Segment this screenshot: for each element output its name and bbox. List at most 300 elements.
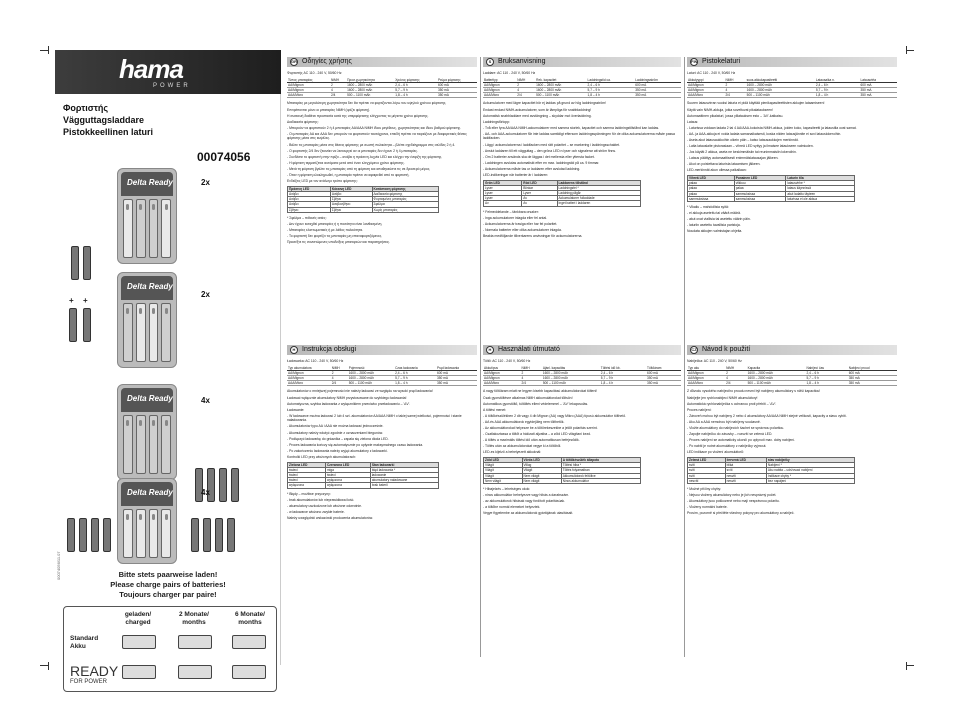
col-2-months-line1: 2 Monate/ [179,611,209,618]
led-cell: Inget batteri i laddaren [557,201,641,206]
spec-cell: 2/4 [516,93,535,98]
spec-cell: AA/Mignon [287,370,331,375]
spec-cell: AA/Mignon [483,82,516,87]
spec-cell: 500 – 1100 mAh [535,93,586,98]
led-cell: świeci [288,467,326,472]
spec-header-cell: NiMH [724,78,745,83]
spec-cell: 500 – 1100 mAh [542,381,600,386]
count-label: 4x [201,488,210,497]
instruction-text: LED-merkinnät akun ollessa paikallaan: [687,168,747,173]
col-charged-line1: geladen/ [124,611,152,618]
charger-cells [123,199,171,258]
instruction-text: LED indikace po vložení akumulátorů: [687,450,744,455]
charger-brand: Delta Ready [127,282,173,291]
led-cell: bliká [725,463,766,468]
instruction-text: Ładować wyłącznie akumulatory NiMH przystosowane do szybkiego ładowania! [287,395,407,400]
footnote-text: Vegye figyelembe az akkumulátorok gyártójának utasításait. [483,511,574,516]
supply-spec: Φορτιστής AC 110 - 240 V, 50/60 Hz [287,71,342,75]
led-cell: nesvítí [688,478,726,483]
panel-header [687,57,897,67]
spec-cell: 600 mA [848,370,897,375]
panel-hungarian [483,345,681,660]
led-cell: svítí [688,463,726,468]
footnote-text: * Σφάλμα – πιθανές αιτίες: [287,215,327,220]
crop-mark [40,665,48,666]
table-row [687,93,897,98]
plus-icon: + [83,296,88,305]
led-cell: Nem világít [522,478,561,483]
spec-cell: 4 [331,376,348,381]
supply-spec: Töltő: AC 110 - 240 V, 50/60 Hz [483,359,531,363]
cell [161,199,171,258]
spec-header-cell: NiMH [725,366,747,371]
battery-level-icon [122,665,156,679]
panel-title: Bruksanvisning [498,58,546,65]
led-table [483,457,641,484]
instruction-text: Z důvodu vysokého nabíjecího proudu nesmí být nabíjeny akumulátory s nižší kapacitou! [687,389,821,394]
spec-table [287,366,477,387]
instruction-text: - Akumulatory należy włożyć zgodnie z oznaczeniami biegunów. [287,430,383,435]
cell [123,509,133,558]
led-cell: Φορτισμένες μπαταρίες [372,197,438,202]
spec-cell: 350 mA [859,88,897,93]
spec-cell: 350 mA [437,88,477,93]
spec-header-cell: Rek. kapacitet [535,78,586,83]
crop-mark [40,50,48,51]
spec-cell: 350 mA [848,381,897,386]
spec-cell: 500 – 1100 mAh [746,93,815,98]
standard-sub: Akku [70,643,86,650]
spec-cell: 350 mA [634,93,681,98]
charger-head [121,276,173,300]
spec-cell: 350 mA [436,381,477,386]
cell [136,415,146,474]
spec-cell: 350 mA [634,88,681,93]
spec-cell: 2 [521,370,542,375]
panel-body [287,71,477,246]
spec-cell: 350 mA [437,93,477,98]
instruction-text: - Po zakończeniu ładowania należy wyjąć akumulatory z ładowarki. [287,448,388,453]
spec-cell: 1600 – 2800 mAh [535,82,586,87]
footnote-text: - az akkumulátorok hibásak vagy fordított polaritásúak. [483,499,565,504]
supply-spec: Nabíječka: AC 110 - 240 V, 50/60 Hz [687,359,742,363]
instruction-text: - Laturissa voidaan ladata 2 tai 4 AA/AAA-kokoista NiMH-akkua, joiden koko, kapasiteetti ja lataustila ovat samat. [687,125,857,130]
panel-title: Návod k použití [702,346,751,353]
spec-cell: 2 [330,82,346,87]
instruction-text: - Jos käytät 2 akkua, aseta ne keskimmäisiin tai reunimmaisiin lokeroihin. [687,150,797,155]
footnote-text: Προσέξτε τις συνιστώμενες υποδείξεις μπαταριών και παρατηρήσεις. [287,240,390,245]
cell [161,303,171,362]
note-fr: Toujours charger par paire! [119,590,217,599]
panel-body [483,71,681,240]
instruction-text: Käytä vain NiMH-akkuja, jotka soveltuvat pikalataukseen! [687,107,773,112]
language-badge: FIN [691,59,698,64]
battery-icon [83,246,91,280]
battery-level-icon [122,635,156,649]
panel-header [483,345,681,355]
battery-icon [191,518,199,552]
pair-charging-note [63,570,273,600]
count-label: 4x [201,396,210,405]
spec-cell: AA/Mignon [687,376,725,381]
spec-header-cell: Akkutípus [483,366,521,371]
note-en: Please charge pairs of batteries! [110,580,226,589]
battery-icon [103,518,111,552]
led-header-cell: Zöld LED [484,457,523,462]
col-6-months-line1: 6 Monate/ [235,611,265,618]
led-table [483,180,641,207]
instruction-text: Lataus: [687,119,699,124]
charger-head [121,482,173,506]
footnote-text: * Błędy – możliwe przyczyny: [287,491,331,496]
instruction-text: Proces nabíjení: [687,407,712,412]
spec-cell: 1600 – 2800 mAh [746,88,815,93]
charger-head [121,388,173,412]
spec-cell: 500 – 1100 mAh [747,381,806,386]
led-table [287,186,439,213]
crop-mark [906,665,914,666]
instruction-text: Nabíjejte jen rychlonabíjecí NiMH akumulátory! [687,395,758,400]
spec-cell: 1600 – 2800 mAh [346,88,394,93]
led-cell: świeci [325,472,370,477]
panel-title: Pistokelaturi [702,58,741,65]
table-row [484,478,641,483]
panel-title: Instrukcja obsługi [302,346,357,353]
table-row [688,196,855,201]
spec-cell: 4 [725,376,747,381]
spec-cell: 350 mA [859,93,897,98]
battery-icon [71,246,79,280]
led-cell: Lyser [484,196,522,201]
led-cell: palaa [688,181,735,186]
instruction-text: - Podłączyć ładowarkę do gniazdka – zapala się zielona dioda LED. [287,436,389,441]
spec-cell: 2/4 [521,381,542,386]
spec-header-cell: Prąd ładowania [436,366,477,371]
led-cell: Aku nabita – udržovací nabíjení [766,468,854,473]
instruction-text: - Όταν η φόρτιση ολοκληρωθεί, η μπαταρία πρέπει να αφαιρεθεί από το φορτιστή. [287,173,410,178]
table-row [288,207,439,212]
spec-header-cell: Χρόνος φόρτισης [394,78,437,83]
spec-cell: 2,4 – 6 h [587,82,635,87]
instruction-text: Csak gyorstöltésre alkalmas NiMH akkumulátorokat töltsön! [483,395,573,400]
instruction-text: - Po nabití je nutné akumulátory z nabíječky vyjmout. [687,444,767,449]
spec-header-cell: NiMH [521,366,542,371]
cell [136,199,146,258]
ready-sub-label: FOR POWER [70,679,107,685]
led-cell: Ανάβει [330,191,372,196]
led-header-cell: Laddarens tillstånd [557,180,641,185]
led-cell: laturissa ei ole akkua [786,196,855,201]
led-header-cell: červená LED [725,457,766,462]
spec-header-cell: Batterityp [483,78,516,83]
spec-cell: 1,8 – 4 h [600,381,646,386]
footnote-text: - nincs akkumulátor behelyezve vagy hibás a darabszám. [483,493,570,498]
spec-cell: AA/Mignon [483,376,521,381]
instruction-text: Επιτρέπονται μόνο οι μπαταρίες NiMH (ορίζει φόρτιση). [287,107,371,112]
instruction-text: - Lataus päättyy automaattisesti enimmäislatausajan jälkeen. [687,156,779,161]
instruction-text: LED-indikeringar när batterier är i laddaren: [483,173,549,178]
col-charged [116,611,160,627]
spec-header-cell: Τύπος μπαταρίας [287,78,330,83]
led-cell: Nabíjení * [766,463,854,468]
instruction-text: - W ładowarce można ładować 2 lub 4 szt. akumulatorów AA/AAA NiMH o takiej samej wielkości, pojemności i stanie naładowania. [287,413,462,423]
led-cell: nesvítí [725,473,766,478]
spec-cell: 350 mA [646,376,681,381]
led-cell: ładowanie [370,472,438,477]
charger-brand: Delta Ready [127,394,173,403]
instruction-text: A nagy töltőáram miatt ne legyen kisebb kapacitású akkumulátorokat tölteni! [483,389,598,394]
spec-header-cell: Typ akumulatora [287,366,331,371]
led-cell: palaa [688,191,735,196]
led-cell: latausvirhe * [786,181,855,186]
spec-cell: 1600 – 2800 mAh [348,376,394,381]
instruction-text: - Laita latauslaite pistorasiaan – vihreä LED syttyy ja ilmaisee lataukseen valmiuden. [687,144,814,149]
spec-cell: 2 [725,370,747,375]
charger-brand: Delta Ready [127,488,173,497]
instruction-text: - Η φόρτιση τερματίζεται αυτόματα μετά από έναν ελεγχόμενο χρόνο φόρτισης. [287,160,405,165]
spec-cell: 1600 – 2800 mAh [346,82,394,87]
spec-cell: 2,4 – 6 h [805,370,847,375]
battery-icon [219,468,227,502]
spec-cell: 1,8 – 4 h [394,381,436,386]
table-row [483,93,681,98]
cell [161,415,171,474]
battery-icon [83,308,91,342]
col-2-months-line2: months [182,619,206,626]
footnote-text: - Δεν έχουν εισαχθεί μπαταρίες ή η ποσότητα είναι λανθασμένη. [287,221,383,226]
led-cell: Lyser [522,191,557,196]
led-cell: Αναβοσβήνει [330,202,372,207]
footnote-text: Prosím, pozorně si přečtěte všechny pokyny pro akumulátory a nabíječ. [687,511,795,516]
standard-label [70,635,98,651]
spec-cell: 500 – 1100 mAh [346,93,394,98]
led-table [287,462,439,489]
spec-cell: 1600 – 2800 mAh [746,82,815,87]
crop-mark [48,662,49,670]
spec-table [483,78,681,99]
cell [149,509,159,558]
led-header-cell: Laturin tila [786,176,855,181]
footnote-text: * Felmeddelande – tänkbara orsaker: [483,209,539,214]
spec-header-cell: Laddningsström [634,78,681,83]
spec-header-cell: Czas ładowania [394,366,436,371]
led-cell: Laddning pågår [557,191,641,196]
instruction-text: - AA- och AAA-ackumulatorer får inte laddas samtidigt eftersom laddningsspänningen för de olika ackumulatorerna måste passa laddfacken. [483,131,675,141]
spec-header-cell: Töltőáram [646,366,681,371]
spec-header-cell: NiMH [516,78,535,83]
table-row [287,381,477,386]
instruction-text: - Συνδέστε το φορτιστή στην πρίζα – ανάβει η πράσινη λυχνία LED και ελέγχει την έναρξη της φόρτισης. [287,154,443,159]
led-cell: świeci [288,478,326,483]
instruction-text: - Lägg i ackumulatorerna i laddfacken med rätt polaritet – se markering i laddningsschaktet. [483,142,621,147]
panel-body [483,359,681,517]
spec-header-cell: Töltési idő kb. [600,366,646,371]
instruction-text: - Aku AA a AAA nemohou být nabíjeny současně. [687,419,761,424]
language-badge: CZ [691,347,697,352]
spec-cell: 1600 – 2800 mAh [747,376,806,381]
spec-cell: 5,7 – 9 h [600,376,646,381]
instruction-text: Kontrolki LED przy włożonych akumulatorach: [287,454,356,459]
spec-header-cell: Typ aku [687,366,725,371]
hama-logo: hama [119,54,183,84]
spec-cell: AAA/Micro [687,381,725,386]
spec-header-cell: Akkutyyppi [687,78,724,83]
led-cell: Σβήνει [288,207,331,212]
battery-icon [91,518,99,552]
led-cell: Blinkar [522,185,557,190]
led-cell: Σβήνει [330,207,372,212]
cell [149,303,159,362]
charger-illustration [117,272,177,368]
battery-level-icon [232,635,266,649]
panel-header [483,57,681,67]
spec-cell: 2 [331,370,348,375]
spec-cell: AAA/Micro [287,381,331,386]
instruction-text: - Μπορούν να φορτιστούν 2 ή 4 μπαταρίες AA/AAA NiMH ίδιου μεγέθους, χωρητικότητας και ίδιου βαθμού φόρτισης. [287,125,462,130]
panel-header [687,345,897,355]
led-cell: Töltési hiba * [561,463,641,468]
led-header-cell: Stan ładowarki [370,462,438,467]
spec-cell: 5,7 – 9 h [394,376,436,381]
led-cell: Ανάβει [288,191,331,196]
ready-label: READY [70,663,119,679]
panel-czech [687,345,897,660]
led-header-cell: Vihreä LED [688,176,735,181]
panel-greek [287,57,477,340]
spec-cell: AA/Mignon [287,88,330,93]
footnote-text: - brak akumulatorów lub nieprawidłowa ilość. [287,497,355,502]
panel-body [287,359,477,522]
instruction-text: - AA- ja AAA-akkuja ei voida ladata samanaikaisesti, koska niiden latausjännite ei sovi latauslokeroihin. [687,131,842,136]
spec-cell: 4 [521,376,542,381]
spec-cell: 500 – 1100 mAh [348,381,394,386]
instruction-text: - Βάλτε τις μπαταρίες μέσα στις θέσεις φόρτισης με σωστή πολικότητα – βλέπε σχεδιάγραμμα στις σελίδες 2 ή 4. [287,142,456,147]
led-cell: lataus käynnissä [786,186,855,191]
spec-cell: AA/Mignon [287,82,330,87]
led-cell: miga [325,467,370,472]
instruction-text: Automaattinen pikalaturi, jossa ylilatauksen esto – 'ΔV'-katkaisu. [687,113,784,118]
spec-cell: 1,8 – 4 h [587,93,635,98]
spec-table [687,366,897,387]
instruction-text: - Οι μπαταρίες AA και AAA δεν μπορούν να φορτιστούν ταυτόχρονα, επειδή πρέπει να ταιριάζουν με διαφορετικές θέσεις φόρτισης μέσα στις κυψέλες. [287,131,467,141]
spec-cell: 1,8 – 4 h [815,93,860,98]
led-cell: nesvítí [725,478,766,483]
spec-cell: 1600 – 2800 mAh [542,370,600,375]
crop-mark [906,662,907,670]
led-cell: Nincs akkumulátor [561,478,641,483]
spec-table [483,366,681,387]
spec-cell: 4 [724,88,745,93]
supply-spec: Laturi: AC 110 - 240 V, 50/60 Hz [687,71,736,75]
spec-cell: 2,4 – 6 h [815,82,860,87]
spec-header-cell: Laddningstid ca. [587,78,635,83]
spec-cell: 1,8 – 4 h [805,381,847,386]
spec-cell: 2 [724,82,745,87]
spec-cell: 2 [516,82,535,87]
instruction-text: Akumulatorów o mniejszej pojemności nie należy ładować ze względu na wysoki prąd ładowania! [287,389,433,394]
instruction-text: - Vložte akumulátory do nabíjecích šachet se správnou polaritou. [687,425,785,430]
led-cell: sammuksissa [734,196,786,201]
spec-cell: 1600 – 2800 mAh [542,376,600,381]
led-cell: bez napájení [766,478,854,483]
led-cell: Σβήνει [330,197,372,202]
title-se: Vägguttagsladdare [63,115,145,125]
charger-brand: Delta Ready [127,178,173,187]
cell [149,199,159,258]
model-number: 00074056 [197,150,251,164]
spec-header-cell: Ρεύμα φόρτισης [437,78,477,83]
instruction-text: - A töltőkészülékben 2 db vagy 4 db Mignon (AA) vagy Mikro (AAA) típusú akkumulátor tölthető. [483,413,627,418]
spec-cell: 350 mA [436,376,477,381]
spec-header-cell: Προσ.χωρητικότητα [346,78,394,83]
spec-header-cell: suos.akkukapasiteetti [746,78,815,83]
instruction-text: LED-es kijelző a behelyezett akkuknál: [483,450,542,455]
led-header-cell: Czerwona LED [325,462,370,467]
spec-cell: 4 [516,88,535,93]
spec-header-cell: Ajánl. kapacitás [542,366,600,371]
charger-cells [123,509,171,558]
spec-cell: 350 mA [848,376,897,381]
led-header-cell: Πράσινη LED [288,186,331,191]
print-code: 00074056/11.07 [56,551,61,580]
led-cell: świeci [288,472,326,477]
instruction-text: - Zapojte nabíječku do zásuvky – rozsvítí se zelená LED. [687,432,773,437]
panel-finnish [687,57,897,340]
instruction-text: - Akumulatorów typu AA i AAA nie można ładować jednocześnie. [287,424,384,429]
led-cell: svítí [688,473,726,478]
battery-icon [215,518,223,552]
note-de: Bitte stets paarweise laden! [118,570,218,579]
spec-cell: 1600 – 2800 mAh [348,370,394,375]
cell [161,509,171,558]
col-6-months-line2: months [238,619,262,626]
instruction-text: - Om 2 batterier används ska de läggas i det mellersta eller yttersta facket. [483,154,595,159]
led-cell: Lyser [484,191,522,196]
footnote-text: * Vikailu – mahdollisia syitä: [687,205,729,210]
table-row [687,381,897,386]
led-header-cell: Punainen LED [734,176,786,181]
led-cell: Világít [484,468,523,473]
led-cell: Av [484,201,522,206]
spec-cell: 4 [330,88,346,93]
cell [123,199,133,258]
instruction-text: - A töltés a maximális töltési idő után automatikusan befejeződik. [483,438,580,443]
led-cell: Világít [484,463,523,468]
led-cell: vilkkuu [734,181,786,186]
spec-cell: 5,7 – 9 h [394,88,437,93]
footnote-text: - w ładowarce włożono zwykłe baterie. [287,509,345,514]
battery-icon [227,518,235,552]
battery-icon [67,518,75,552]
table-row [483,381,681,386]
led-cell: wyłączona [325,478,370,483]
led-cell: Villog [522,463,561,468]
instruction-text: Ackumulatorer med lägre kapacitet bör ej laddas på grund av hög laddningsström! [483,101,607,106]
footnote-text: * Hibajelzés – lehetséges okok: [483,486,531,491]
instruction-text: - Töltés után az akkumulátorokat vegye ki a töltőből. [483,444,562,449]
footnote-text: - Normala batterier eller olika ackumulatorer inlagda. [483,227,562,232]
count-label: 2x [201,178,210,187]
spec-cell: 1,8 – 4 h [394,93,437,98]
spec-cell: 5,7 – 9 h [587,88,635,93]
col-2-months [172,611,216,627]
cover-sidebar [55,50,281,685]
instruction-text: - Proces nabíjení se automaticky ukončí po uplynutí max. doby nabíjení. [687,438,796,443]
instruction-text: Suuren latausvirran vuoksi laturia ei pidä käyttää pienikapasiteettisten akkujen lataamiseen! [687,101,825,106]
spec-cell: 2/4 [331,381,348,386]
instruction-text: - Två eller fyra AA/AAA NiMH-ackumulatorer med samma storlek, kapacitet och samma laddningstillstånd kan laddas. [483,125,660,130]
spec-header-cell: Latausaika n. [815,78,860,83]
